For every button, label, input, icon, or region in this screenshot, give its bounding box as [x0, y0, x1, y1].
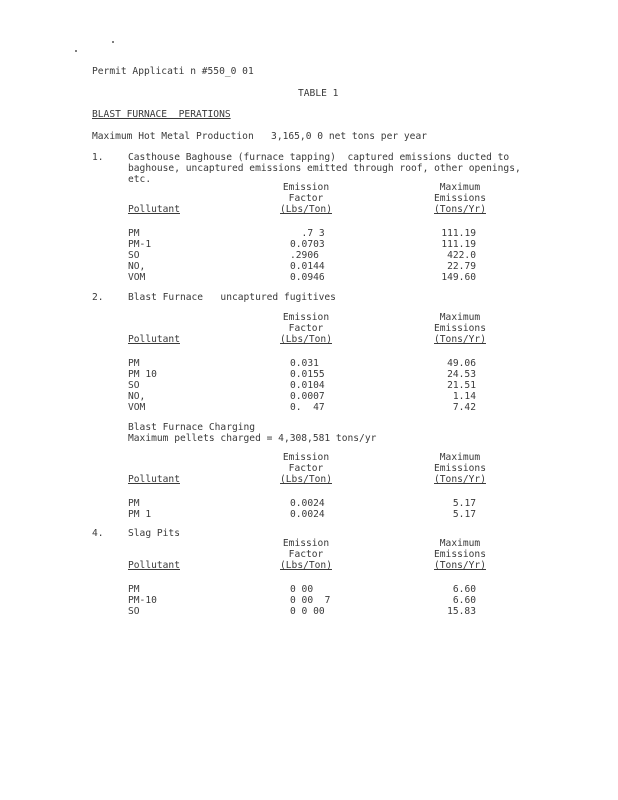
max-emissions-value: 5.17 [452, 509, 476, 520]
emission-factor-value: 0.0104 [290, 380, 325, 391]
section-title-line: Slag Pits [128, 528, 180, 539]
max-emissions-value: 111.19 [441, 228, 476, 239]
section-title-line: Blast Furnace uncaptured fugitives [128, 292, 336, 303]
pollutant-name: PM [128, 584, 140, 595]
pollutant-name: PM-1 [128, 239, 152, 250]
max-emissions-header: Maximum [439, 452, 481, 463]
max-emissions-header: Emissions [434, 323, 486, 334]
emission-factor-value: 0.0024 [290, 498, 325, 509]
section-title: BLAST FURNACE PERATIONS [92, 109, 231, 120]
pollutant-name: PM [128, 228, 140, 239]
scan-speck [112, 41, 114, 43]
emission-factor-value: 0.031 [290, 358, 319, 369]
pollutant-name: PM-10 [128, 595, 157, 606]
max-emissions-value: 49.06 [447, 358, 476, 369]
max-emissions-header: (Tons/Yr) [434, 560, 486, 571]
pollutant-header: Pollutant [128, 474, 180, 485]
section-title-line: Maximum pellets charged = 4,308,581 tons/yr [128, 433, 377, 444]
max-emissions-value: 422.0 [447, 250, 476, 261]
section-title-line: baghouse, uncaptured emissions emitted through roof, other openings, [128, 163, 521, 174]
max-emissions-value: 5.17 [452, 498, 476, 509]
emission-factor-header: Factor [288, 323, 324, 334]
emission-factor-value: 0 0 00 [290, 606, 325, 617]
section-number: 1. [92, 152, 104, 163]
section-number: 4. [92, 528, 104, 539]
max-emissions-value: 15.83 [447, 606, 476, 617]
max-emissions-value: 6.60 [452, 584, 476, 595]
emission-factor-value: .7 3 [290, 228, 325, 239]
emission-factor-header: Factor [288, 549, 324, 560]
scan-speck [75, 50, 77, 52]
max-emissions-value: 24.53 [447, 369, 476, 380]
pollutant-name: VOM [128, 272, 146, 283]
max-emissions-header: Emissions [434, 193, 486, 204]
pollutant-name: PM 1 [128, 509, 152, 520]
section-number: 2. [92, 292, 104, 303]
pollutant-name: NO, [128, 391, 146, 402]
emission-factor-header: Emission [282, 538, 330, 549]
pollutant-header: Pollutant [128, 560, 180, 571]
section-title-line: Casthouse Baghouse (furnace tapping) captured emissions ducted to [128, 152, 510, 163]
emission-factor-header: (Lbs/Ton) [280, 474, 332, 485]
emission-factor-header: Emission [282, 182, 330, 193]
emission-factor-header: (Lbs/Ton) [280, 204, 332, 215]
max-emissions-value: 21.51 [447, 380, 476, 391]
emission-factor-value: 0.0946 [290, 272, 325, 283]
max-emissions-value: 149.60 [441, 272, 476, 283]
pollutant-header: Pollutant [128, 334, 180, 345]
emission-factor-value: 0.0007 [290, 391, 325, 402]
max-emissions-header: (Tons/Yr) [434, 474, 486, 485]
emission-factor-value: 0.0024 [290, 509, 325, 520]
max-emissions-header: Emissions [434, 463, 486, 474]
pollutant-name: PM [128, 498, 140, 509]
emission-factor-header: Factor [288, 463, 324, 474]
max-emissions-value: 111.19 [441, 239, 476, 250]
pollutant-name: VOM [128, 402, 146, 413]
emission-factor-value: 0.0144 [290, 261, 325, 272]
pollutant-name: PM [128, 358, 140, 369]
max-emissions-header: (Tons/Yr) [434, 204, 486, 215]
max-emissions-value: 22.79 [441, 261, 476, 272]
max-emissions-header: (Tons/Yr) [434, 334, 486, 345]
pollutant-name: SO [128, 250, 140, 261]
emission-factor-header: (Lbs/Ton) [280, 334, 332, 345]
emission-factor-value: 0 00 7 [290, 595, 331, 606]
max-emissions-value: 6.60 [452, 595, 476, 606]
pollutant-header: Pollutant [128, 204, 180, 215]
max-emissions-value: 7.42 [447, 402, 476, 413]
emission-factor-header: Factor [288, 193, 324, 204]
max-emissions-value: 1.14 [447, 391, 476, 402]
pollutant-name: SO [128, 380, 140, 391]
max-emissions-header: Maximum [439, 312, 481, 323]
max-emissions-header: Emissions [434, 549, 486, 560]
max-emissions-header: Maximum [439, 182, 481, 193]
emission-factor-header: Emission [282, 312, 330, 323]
emission-factor-value: 0.0703 [290, 239, 325, 250]
production-line: Maximum Hot Metal Production 3,165,0 0 net tons per year [92, 131, 428, 142]
emission-factor-value: 0 00 [290, 584, 325, 595]
section-title-line: etc. [128, 174, 152, 185]
emission-factor-value: 0. 47 [290, 402, 325, 413]
pollutant-name: SO [128, 606, 140, 617]
max-emissions-header: Maximum [439, 538, 481, 549]
section-title-line: Blast Furnace Charging [128, 422, 256, 433]
pollutant-name: PM 10 [128, 369, 157, 380]
emission-factor-value: .2906 [290, 250, 319, 261]
permit-header: Permit Applicati n #550_0 01 [92, 66, 254, 77]
emission-factor-header: (Lbs/Ton) [280, 560, 332, 571]
emission-factor-header: Emission [282, 452, 330, 463]
emission-factor-value: 0.0155 [290, 369, 325, 380]
table-title: TABLE 1 [298, 88, 339, 99]
pollutant-name: NO, [128, 261, 146, 272]
